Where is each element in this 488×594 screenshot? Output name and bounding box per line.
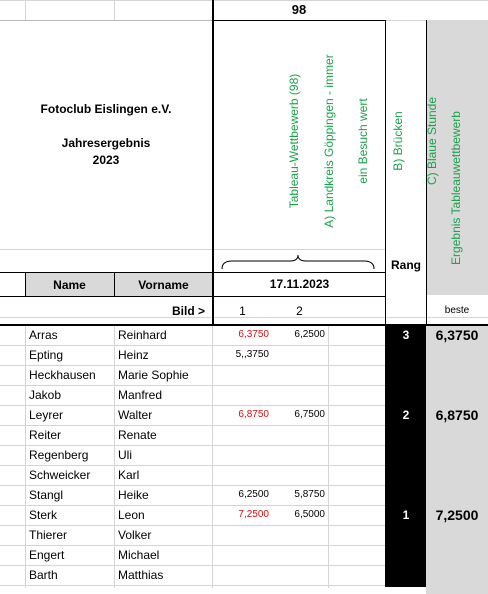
name-cell[interactable]: Stangl <box>29 488 64 502</box>
grid-line <box>328 326 329 588</box>
brace-icon <box>218 252 378 272</box>
top-number: 98 <box>291 2 307 17</box>
rank-column-fill <box>385 325 426 587</box>
result-title: Ergebnis Tableauwettbewerb <box>449 111 463 265</box>
rank-cell[interactable]: 3 <box>402 328 410 342</box>
grid-line <box>0 249 212 250</box>
vorname-cell[interactable]: Michael <box>118 548 160 562</box>
grid-line <box>114 0 115 20</box>
vorname-cell[interactable]: Karl <box>118 468 140 482</box>
best-score-cell[interactable]: 6,3750 <box>435 327 479 343</box>
name-cell[interactable]: Regenberg <box>29 448 89 462</box>
result-column-fill <box>426 325 488 594</box>
grid-line <box>25 0 26 20</box>
tableau-title-line: C) Blaue Stunde <box>425 96 439 186</box>
tableau-title-line: B) Brücken <box>390 111 405 171</box>
score-2-cell[interactable]: 5,8750 <box>294 489 325 500</box>
vorname-cell[interactable]: Renate <box>118 428 157 442</box>
best-score-cell[interactable]: 7,2500 <box>435 507 479 523</box>
score-1-cell[interactable]: 7,2500 <box>238 509 269 520</box>
tableau-title-line: A) Landkreis Göppingen - immer <box>321 54 336 228</box>
vorname-cell[interactable]: Uli <box>118 448 132 462</box>
header-line <box>0 272 386 273</box>
score-2-cell[interactable]: 6,7500 <box>294 409 325 420</box>
name-cell[interactable]: Thierer <box>29 528 68 542</box>
report-year: 2023 <box>92 153 120 167</box>
grid-line <box>0 20 212 21</box>
name-cell[interactable]: Heckhausen <box>29 368 96 382</box>
tableau-title <box>266 21 439 261</box>
score-1-cell[interactable]: 6,2500 <box>238 489 269 500</box>
column-1-header: 1 <box>239 304 246 318</box>
tableau-title-line: ein Besuch wert <box>356 98 370 184</box>
name-cell[interactable]: Reiter <box>29 428 62 442</box>
beste-header: beste <box>444 305 470 316</box>
name-cell[interactable]: Jakob <box>29 388 62 402</box>
club-name: Fotoclub Eislingen e.V. <box>40 102 172 116</box>
rank-cell[interactable]: 2 <box>402 408 410 422</box>
column-2-header: 2 <box>296 304 303 318</box>
vorname-cell[interactable]: Matthias <box>118 568 164 582</box>
score-1-cell[interactable]: 5,,3750 <box>235 349 269 360</box>
tableau-title-line: Tableau-Wettbewerb (98) <box>287 73 301 209</box>
score-1-cell[interactable]: 6,8750 <box>238 409 269 420</box>
vorname-cell[interactable]: Leon <box>118 508 145 522</box>
name-cell[interactable]: Barth <box>29 568 58 582</box>
grid-line <box>114 326 115 588</box>
name-cell[interactable]: Epting <box>29 348 64 362</box>
rank-cell[interactable]: 1 <box>402 508 410 522</box>
score-1-cell[interactable]: 6,3750 <box>238 329 269 340</box>
vorname-cell[interactable]: Marie Sophie <box>118 368 189 382</box>
name-header: Name <box>53 278 86 292</box>
date-label: 17.11.2023 <box>269 277 330 291</box>
vorname-cell[interactable]: Heinz <box>118 348 149 362</box>
vorname-header: Vorname <box>138 278 189 292</box>
vorname-cell[interactable]: Manfred <box>118 388 163 402</box>
score-2-cell[interactable]: 6,5000 <box>294 509 325 520</box>
name-cell[interactable]: Engert <box>29 548 65 562</box>
rang-label: Rang <box>391 258 421 272</box>
vorname-cell[interactable]: Reinhard <box>118 328 167 342</box>
vorname-cell[interactable]: Heike <box>118 488 149 502</box>
name-cell[interactable]: Arras <box>29 328 58 342</box>
name-cell[interactable]: Sterk <box>29 508 58 522</box>
name-cell[interactable]: Schweicker <box>29 468 91 482</box>
header-line <box>0 296 386 297</box>
best-score-cell[interactable]: 6,8750 <box>435 407 479 423</box>
score-2-cell[interactable]: 6,2500 <box>294 329 325 340</box>
report-subtitle: Jahresergebnis <box>61 136 151 150</box>
bild-label: Bild > <box>172 304 206 318</box>
grid-line <box>25 326 26 588</box>
name-cell[interactable]: Leyrer <box>29 408 64 422</box>
vorname-cell[interactable]: Volker <box>118 528 152 542</box>
grid-line <box>212 326 213 588</box>
vorname-cell[interactable]: Walter <box>118 408 153 422</box>
